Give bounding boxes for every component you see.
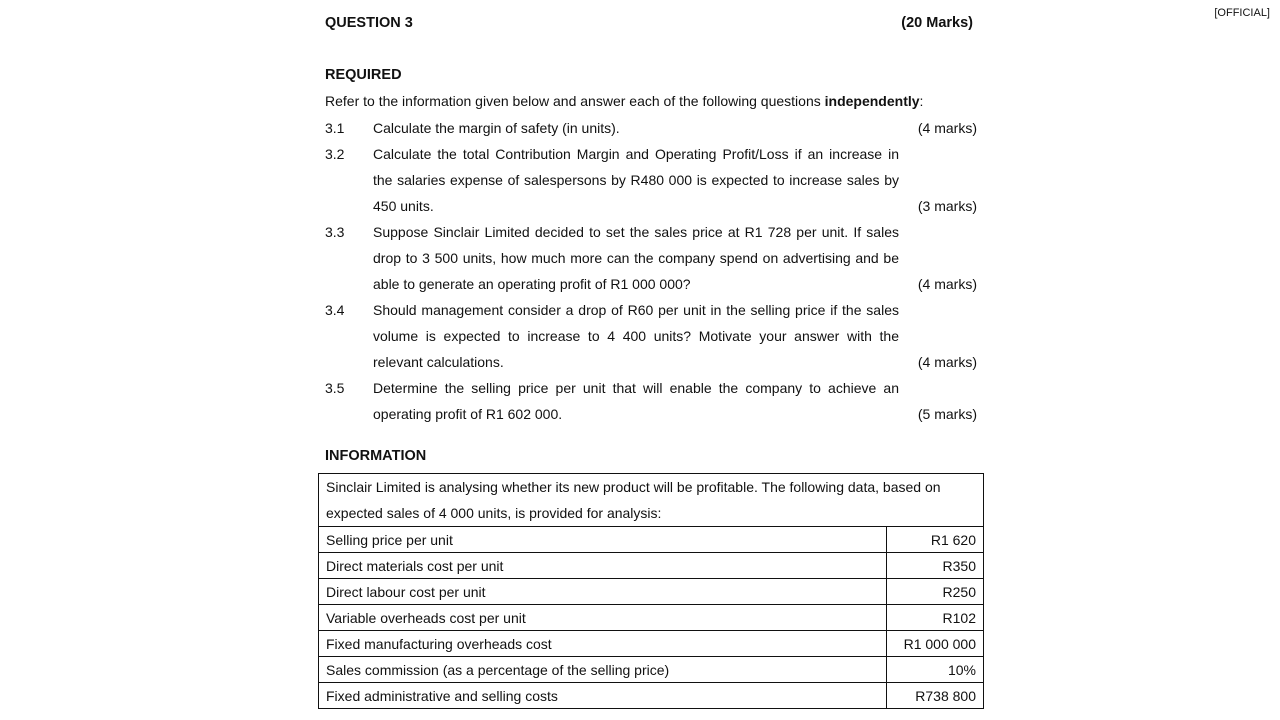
- row-label: Fixed administrative and selling costs: [319, 683, 887, 709]
- table-row: [319, 553, 984, 579]
- intro-text: Refer to the information given below and answer each of the following questions: [325, 93, 825, 109]
- table-row: [319, 605, 984, 631]
- row-value: 10%: [887, 657, 984, 683]
- row-label: Direct materials cost per unit: [319, 553, 887, 579]
- information-heading: INFORMATION: [325, 448, 427, 464]
- row-label: Sales commission (as a percentage of the selling price): [319, 657, 887, 683]
- question-title: QUESTION 3: [325, 15, 413, 31]
- question-item-marks: (4 marks): [917, 276, 977, 292]
- table-row: [319, 631, 984, 657]
- table-row: [319, 657, 984, 683]
- row-value: R1 620: [887, 527, 984, 553]
- row-value: R102: [887, 605, 984, 631]
- row-value: R1 000 000: [887, 631, 984, 657]
- question-item-marks: (3 marks): [917, 198, 977, 214]
- question-text: Determine the selling price per unit that will enable the company to achieve an operating profit of R1 602 000.: [373, 380, 899, 422]
- required-intro: [325, 93, 925, 109]
- information-description: Sinclair Limited is analysing whether its new product will be profitable. The following data, based on expected sales of 4 000 units, is provided for analysis:: [319, 474, 984, 527]
- question-number: 3.3: [325, 224, 345, 240]
- intro-end: :: [919, 93, 924, 109]
- question-text: Should management consider a drop of R60 per unit in the selling price if the sales volume is expected to increase to 4 400 units? Motivate your answer with the relevant calculations.: [373, 302, 899, 370]
- question-item-marks: (4 marks): [917, 354, 977, 370]
- question-text: Calculate the margin of safety (in units).: [373, 120, 620, 136]
- row-value: R250: [887, 579, 984, 605]
- information-table: [318, 473, 984, 709]
- row-label: Selling price per unit: [319, 527, 887, 553]
- table-row: [319, 683, 984, 709]
- row-value: R738 800: [887, 683, 984, 709]
- table-row: [319, 527, 984, 553]
- question-marks: (20 Marks): [901, 15, 973, 31]
- table-row: [319, 579, 984, 605]
- question-item-marks: (5 marks): [917, 406, 977, 422]
- question-item-marks: (4 marks): [917, 120, 977, 136]
- required-heading: REQUIRED: [325, 67, 402, 83]
- row-value: R350: [887, 553, 984, 579]
- question-header: [325, 15, 973, 31]
- row-label: Fixed manufacturing overheads cost: [319, 631, 887, 657]
- question-number: 3.5: [325, 380, 345, 396]
- question-number: 3.4: [325, 302, 345, 318]
- intro-bold: independently: [824, 93, 920, 109]
- row-label: Direct labour cost per unit: [319, 579, 887, 605]
- question-text: Calculate the total Contribution Margin and Operating Profit/Loss if an increase in the salaries expense of salespersons by R480 000 is expected to increase sales by 450 units.: [373, 146, 899, 214]
- table-row: [319, 474, 984, 527]
- row-label: Variable overheads cost per unit: [319, 605, 887, 631]
- question-number: 3.1: [325, 120, 345, 136]
- official-label: [OFFICIAL]: [1214, 7, 1270, 19]
- question-number: 3.2: [325, 146, 345, 162]
- question-text: Suppose Sinclair Limited decided to set the sales price at R1 728 per unit. If sales drop to 3 500 units, how much more can the company spend on advertising and be able to generate an operating profit of R1 000 000?: [373, 224, 899, 292]
